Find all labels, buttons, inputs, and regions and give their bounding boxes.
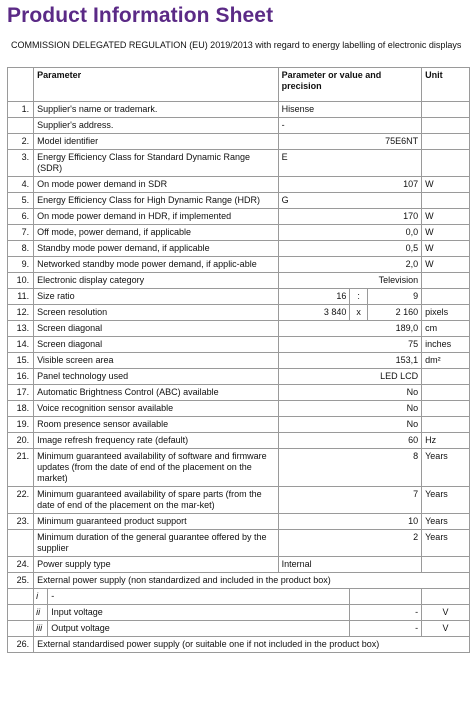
parameter-cell: Networked standby mode power demand, if applic-able bbox=[34, 257, 279, 273]
unit-cell: W bbox=[422, 177, 470, 193]
row-number: 5. bbox=[8, 193, 34, 209]
unit-cell bbox=[422, 385, 470, 401]
sub-value: - bbox=[350, 621, 422, 637]
row-number: 23. bbox=[8, 514, 34, 530]
parameter-cell: Room presence sensor available bbox=[34, 417, 279, 433]
table-row bbox=[8, 177, 470, 193]
parameter-cell: On mode power demand in SDR bbox=[34, 177, 279, 193]
row-number bbox=[8, 530, 34, 557]
value-cell: 60 bbox=[278, 433, 421, 449]
table-row bbox=[8, 417, 470, 433]
table-row bbox=[8, 530, 470, 557]
value-cell: Television bbox=[278, 273, 421, 289]
standardised-power-supply-cell: External standardised power supply (or suitable one if not included in the product box) bbox=[34, 637, 470, 653]
value-cell: 7 bbox=[278, 487, 421, 514]
row-number bbox=[8, 589, 34, 605]
header-unit: Unit bbox=[422, 68, 470, 102]
parameter-cell: Supplier's address. bbox=[34, 118, 279, 134]
table-row bbox=[8, 225, 470, 241]
table-row bbox=[8, 337, 470, 353]
table-row bbox=[8, 557, 470, 573]
table-row bbox=[8, 637, 470, 653]
regulation-subtitle: COMMISSION DELEGATED REGULATION (EU) 2019/2013 with regard to energy labelling of electronic displays bbox=[11, 40, 462, 50]
table-row bbox=[8, 273, 470, 289]
value-cell: 2 bbox=[278, 530, 421, 557]
value-cell: 0,0 bbox=[278, 225, 421, 241]
sub-row bbox=[8, 621, 470, 637]
parameter-cell: Panel technology used bbox=[34, 369, 279, 385]
row-number: 13. bbox=[8, 321, 34, 337]
value-cell: G bbox=[278, 193, 421, 209]
value-cell: No bbox=[278, 401, 421, 417]
unit-cell: W bbox=[422, 241, 470, 257]
unit-cell: Years bbox=[422, 514, 470, 530]
table-row bbox=[8, 487, 470, 514]
sub-label: Output voltage bbox=[48, 621, 350, 637]
unit-cell bbox=[422, 102, 470, 118]
unit-cell bbox=[422, 369, 470, 385]
unit-cell: Years bbox=[422, 487, 470, 514]
header-row bbox=[8, 68, 470, 102]
value-cell: 107 bbox=[278, 177, 421, 193]
row-number: 10. bbox=[8, 273, 34, 289]
row-number: 7. bbox=[8, 225, 34, 241]
unit-cell: dm² bbox=[422, 353, 470, 369]
parameter-cell: Automatic Brightness Control (ABC) available bbox=[34, 385, 279, 401]
value-cell: 10 bbox=[278, 514, 421, 530]
sub-index: i bbox=[34, 589, 48, 605]
row-number: 11. bbox=[8, 289, 34, 305]
unit-cell: W bbox=[422, 209, 470, 225]
unit-cell: inches bbox=[422, 337, 470, 353]
table-row bbox=[8, 353, 470, 369]
value-cell: 0,5 bbox=[278, 241, 421, 257]
unit-cell: Years bbox=[422, 530, 470, 557]
parameter-cell: On mode power demand in HDR, if implemented bbox=[34, 209, 279, 225]
header-value: Parameter or value and precision bbox=[278, 68, 421, 102]
unit-cell: W bbox=[422, 257, 470, 273]
parameter-cell: Screen resolution bbox=[34, 305, 279, 321]
value-cell: E bbox=[278, 150, 421, 177]
row-number bbox=[8, 621, 34, 637]
row-number: 8. bbox=[8, 241, 34, 257]
product-info-table bbox=[7, 67, 470, 653]
value-separator: : bbox=[350, 289, 367, 305]
table-row bbox=[8, 449, 470, 487]
page-title: Product Information Sheet bbox=[7, 4, 274, 27]
header-parameter: Parameter bbox=[34, 68, 279, 102]
row-number bbox=[8, 605, 34, 621]
unit-cell bbox=[422, 273, 470, 289]
row-number: 24. bbox=[8, 557, 34, 573]
parameter-cell: Voice recognition sensor available bbox=[34, 401, 279, 417]
sub-value: - bbox=[350, 605, 422, 621]
table-row bbox=[8, 514, 470, 530]
parameter-cell: Minimum guaranteed availability of spare parts (from the date of end of the placement on the mar-ket) bbox=[34, 487, 279, 514]
value-cell: 75E6NT bbox=[278, 134, 421, 150]
parameter-cell: Screen diagonal bbox=[34, 321, 279, 337]
parameter-cell: Visible screen area bbox=[34, 353, 279, 369]
row-number: 22. bbox=[8, 487, 34, 514]
sub-unit: V bbox=[422, 605, 470, 621]
table-row bbox=[8, 401, 470, 417]
table-row bbox=[8, 257, 470, 273]
value-cell: Hisense bbox=[278, 102, 421, 118]
row-number: 17. bbox=[8, 385, 34, 401]
unit-cell bbox=[422, 150, 470, 177]
unit-cell bbox=[422, 401, 470, 417]
unit-cell: cm bbox=[422, 321, 470, 337]
unit-cell bbox=[422, 118, 470, 134]
parameter-cell: Power supply type bbox=[34, 557, 279, 573]
table-row bbox=[8, 209, 470, 225]
sub-unit bbox=[422, 589, 470, 605]
value-cell: Internal bbox=[278, 557, 421, 573]
parameter-cell: Supplier's name or trademark. bbox=[34, 102, 279, 118]
row-number: 18. bbox=[8, 401, 34, 417]
row-number: 15. bbox=[8, 353, 34, 369]
row-number: 3. bbox=[8, 150, 34, 177]
value-cell: No bbox=[278, 417, 421, 433]
row-number: 14. bbox=[8, 337, 34, 353]
table-row bbox=[8, 118, 470, 134]
table-row bbox=[8, 321, 470, 337]
table-row bbox=[8, 369, 470, 385]
parameter-cell: Energy Efficiency Class for Standard Dynamic Range (SDR) bbox=[34, 150, 279, 177]
table-row bbox=[8, 433, 470, 449]
table-row bbox=[8, 193, 470, 209]
unit-cell bbox=[422, 134, 470, 150]
value-cell: 189,0 bbox=[278, 321, 421, 337]
unit-cell: pixels bbox=[422, 305, 470, 321]
sub-index: iii bbox=[34, 621, 48, 637]
table-row bbox=[8, 241, 470, 257]
sub-unit: V bbox=[422, 621, 470, 637]
parameter-cell: Size ratio bbox=[34, 289, 279, 305]
table-row bbox=[8, 573, 470, 589]
parameter-cell: Off mode, power demand, if applicable bbox=[34, 225, 279, 241]
external-power-supply-cell: External power supply (non standardized and included in the product box) bbox=[34, 573, 470, 589]
value-cell: 8 bbox=[278, 449, 421, 487]
value-cell: 2,0 bbox=[278, 257, 421, 273]
table-row bbox=[8, 150, 470, 177]
unit-cell: W bbox=[422, 225, 470, 241]
sub-label: - bbox=[48, 589, 350, 605]
unit-cell: Hz bbox=[422, 433, 470, 449]
parameter-cell: Image refresh frequency rate (default) bbox=[34, 433, 279, 449]
row-number: 16. bbox=[8, 369, 34, 385]
value-cell: No bbox=[278, 385, 421, 401]
row-number bbox=[8, 118, 34, 134]
value-part-1: 16 bbox=[278, 289, 350, 305]
sub-row bbox=[8, 589, 470, 605]
sub-value bbox=[350, 589, 422, 605]
parameter-cell: Minimum guaranteed product support bbox=[34, 514, 279, 530]
row-number: 21. bbox=[8, 449, 34, 487]
row-number: 19. bbox=[8, 417, 34, 433]
sub-index: ii bbox=[34, 605, 48, 621]
unit-cell bbox=[422, 557, 470, 573]
row-number: 25. bbox=[8, 573, 34, 589]
sub-row bbox=[8, 605, 470, 621]
row-number: 20. bbox=[8, 433, 34, 449]
row-number: 4. bbox=[8, 177, 34, 193]
value-cell: 170 bbox=[278, 209, 421, 225]
row-number: 6. bbox=[8, 209, 34, 225]
table-row bbox=[8, 305, 470, 321]
value-cell: LED LCD bbox=[278, 369, 421, 385]
value-cell: 153,1 bbox=[278, 353, 421, 369]
row-number: 26. bbox=[8, 637, 34, 653]
parameter-cell: Minimum duration of the general guarantee offered by the supplier bbox=[34, 530, 279, 557]
parameter-cell: Energy Efficiency Class for High Dynamic Range (HDR) bbox=[34, 193, 279, 209]
parameter-cell: Model identifier bbox=[34, 134, 279, 150]
table-row bbox=[8, 385, 470, 401]
parameter-cell: Screen diagonal bbox=[34, 337, 279, 353]
row-number: 12. bbox=[8, 305, 34, 321]
parameter-cell: Electronic display category bbox=[34, 273, 279, 289]
value-part-2: 9 bbox=[367, 289, 421, 305]
unit-cell bbox=[422, 193, 470, 209]
unit-cell bbox=[422, 289, 470, 305]
value-part-2: 2 160 bbox=[367, 305, 421, 321]
row-number: 9. bbox=[8, 257, 34, 273]
table-row bbox=[8, 102, 470, 118]
value-cell: 75 bbox=[278, 337, 421, 353]
value-separator: x bbox=[350, 305, 367, 321]
sub-label: Input voltage bbox=[48, 605, 350, 621]
value-part-1: 3 840 bbox=[278, 305, 350, 321]
row-number: 1. bbox=[8, 102, 34, 118]
unit-cell: Years bbox=[422, 449, 470, 487]
parameter-cell: Standby mode power demand, if applicable bbox=[34, 241, 279, 257]
table-row bbox=[8, 134, 470, 150]
parameter-cell: Minimum guaranteed availability of software and firmware updates (from the date of end of the placement on the market) bbox=[34, 449, 279, 487]
row-number: 2. bbox=[8, 134, 34, 150]
table-row bbox=[8, 289, 470, 305]
value-cell: - bbox=[278, 118, 421, 134]
unit-cell bbox=[422, 417, 470, 433]
